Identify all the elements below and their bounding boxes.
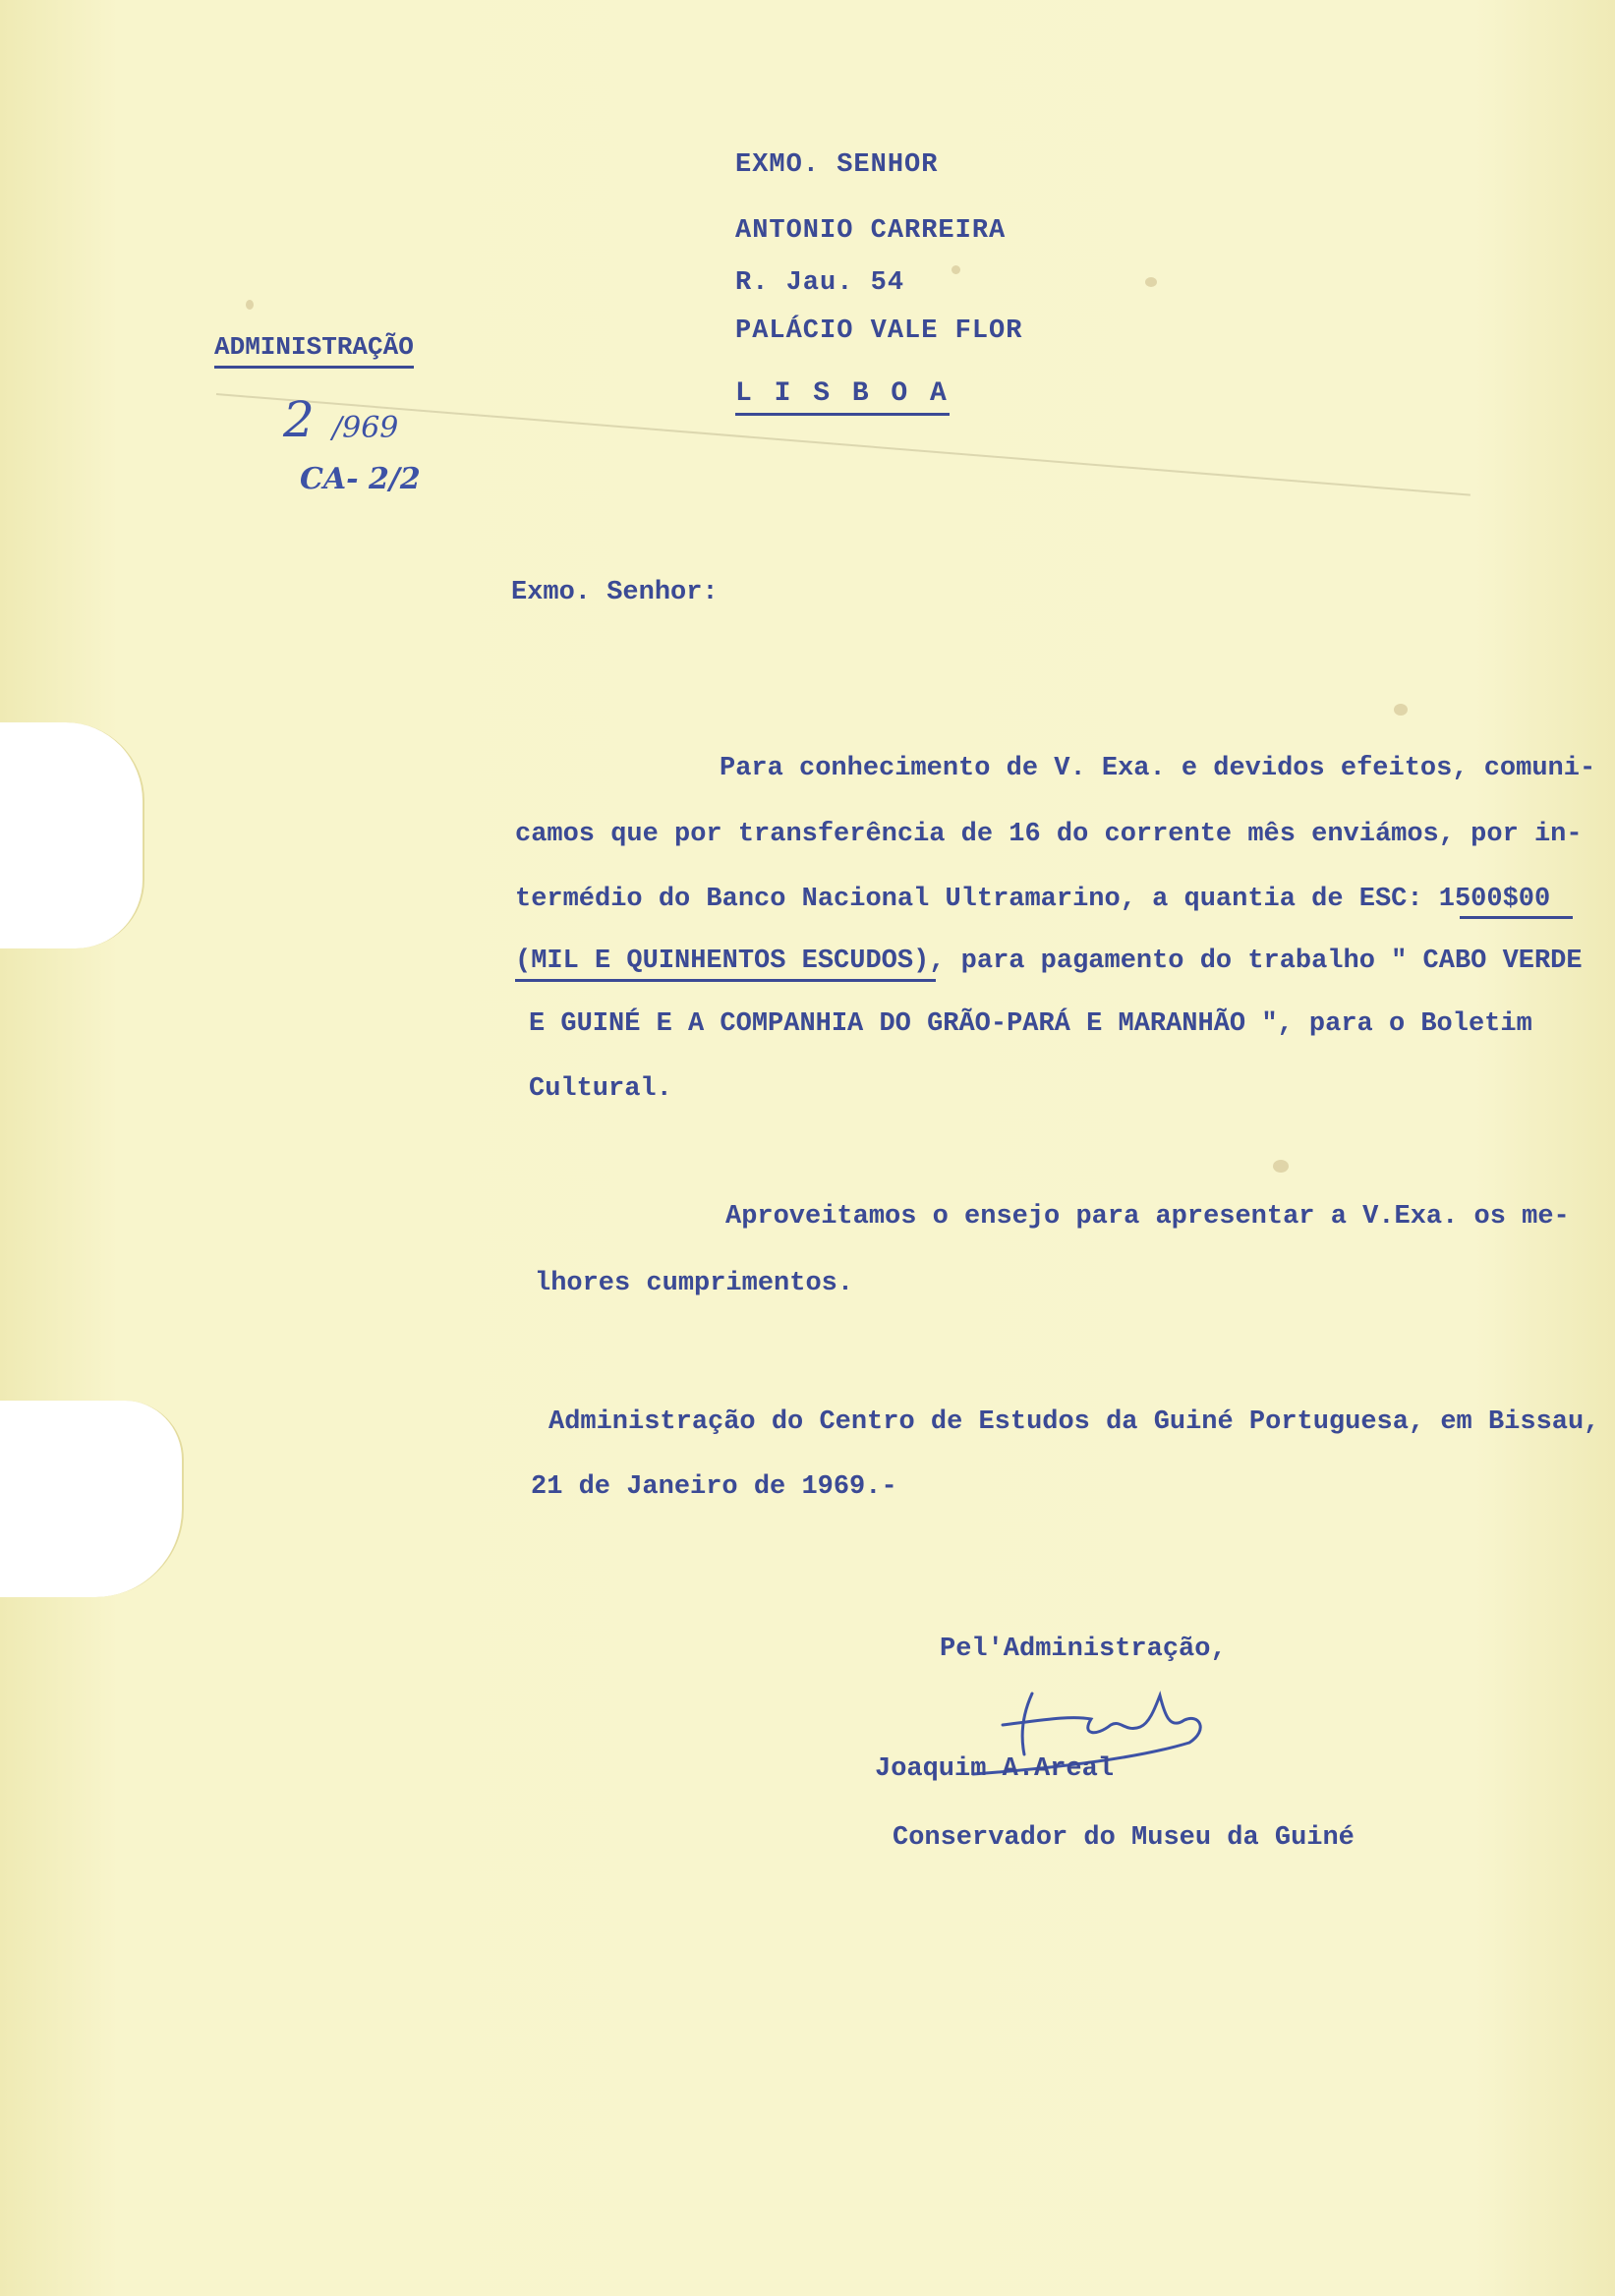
- amount-underline: [1460, 916, 1573, 919]
- paragraph1-line6: Cultural.: [529, 1074, 672, 1104]
- place-line: Administração do Centro de Estudos da Guiné Portuguesa, em Bissau,: [548, 1407, 1600, 1437]
- reference-number: 2: [283, 391, 315, 448]
- stain: [1145, 277, 1157, 287]
- amount-words-underline: [515, 979, 936, 982]
- recipient-building: PALÁCIO VALE FLOR: [735, 316, 1023, 346]
- recipient-salutation: EXMO. SENHOR: [735, 150, 939, 180]
- reference-code: CA- 2/2: [300, 462, 421, 496]
- paragraph1-line4: (MIL E QUINHENTOS ESCUDOS), para pagamento do trabalho " CABO VERDE: [515, 947, 1583, 976]
- recipient-name: ANTONIO CARREIRA: [735, 216, 1007, 246]
- paragraph1-line3: termédio do Banco Nacional Ultramarino, a quantia de ESC: 1500$00: [515, 885, 1551, 914]
- paragraph1-line1: Para conhecimento de V. Exa. e devidos efeitos, comuni-: [720, 754, 1596, 783]
- stain: [246, 300, 254, 310]
- paragraph1-line2: camos que por transferência de 16 do corrente mês enviámos, por in-: [515, 820, 1583, 849]
- recipient-city-text: L I S B O A: [735, 378, 950, 416]
- signatory-title: Conservador do Museu da Guiné: [893, 1823, 1355, 1853]
- on-behalf-line: Pel'Administração,: [940, 1635, 1227, 1664]
- recipient-city: [735, 378, 950, 409]
- paragraph1-line5: E GUINÉ E A COMPANHIA DO GRÃO-PARÁ E MARANHÃO ", para o Boletim: [529, 1009, 1532, 1039]
- stain: [1273, 1160, 1289, 1173]
- stain: [952, 265, 960, 274]
- paragraph2-line2: lhores cumprimentos.: [535, 1269, 854, 1298]
- reference-year: /969: [332, 411, 399, 445]
- department-text: ADMINISTRAÇÃO: [214, 332, 414, 369]
- stain: [1394, 704, 1408, 716]
- department-label: [214, 332, 414, 362]
- paragraph2-line1: Aproveitamos o ensejo para apresentar a V.Exa. os me-: [725, 1202, 1570, 1232]
- signatory-name: Joaquim A.Areal: [875, 1754, 1115, 1784]
- greeting: Exmo. Senhor:: [511, 578, 719, 607]
- torn-edge-upper: [0, 722, 144, 948]
- recipient-street: R. Jau. 54: [735, 268, 905, 298]
- date-line: 21 de Janeiro de 1969.-: [531, 1472, 897, 1502]
- torn-edge-lower: [0, 1401, 184, 1597]
